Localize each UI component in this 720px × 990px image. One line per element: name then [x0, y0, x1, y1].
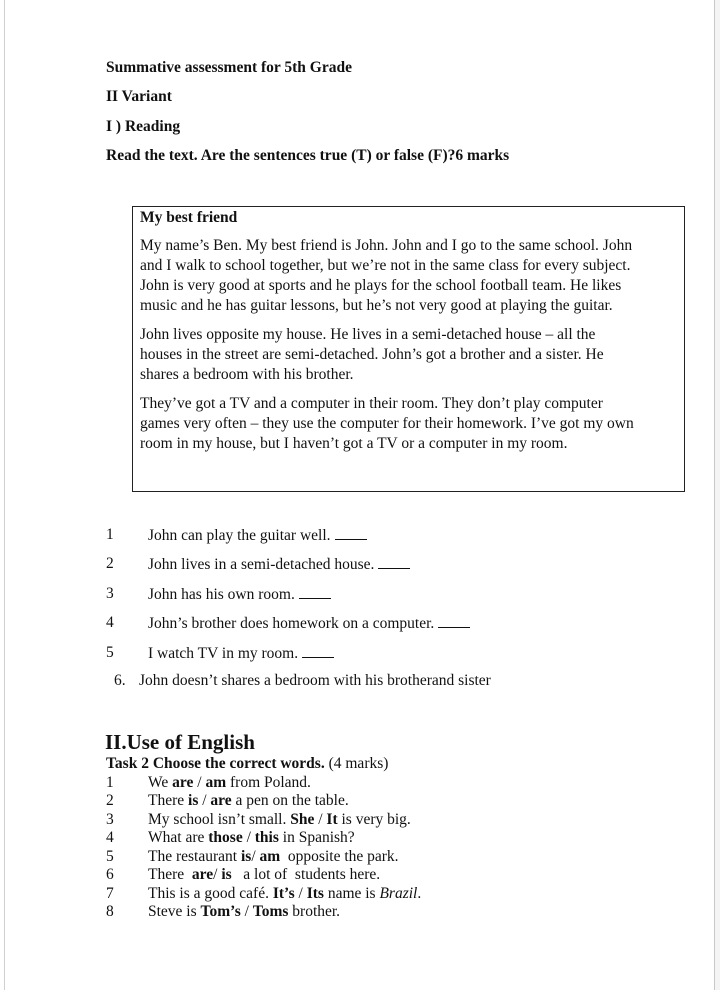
reading-instruction: Read the text. Are the sentences true (T) or false (F)?6 marks [106, 147, 510, 164]
text-post: brother. [288, 903, 341, 920]
document-title: Summative assessment for 5th Grade [106, 59, 352, 76]
section-use-of-english-heading: II.Use of English [105, 730, 255, 754]
text-line: houses in the street are semi-detached. John’s got a brother and a sister. He [140, 346, 604, 363]
section-reading-heading: I ) Reading [106, 118, 181, 135]
option-1[interactable]: Tom’s [200, 903, 241, 920]
reading-text-title: My best friend [140, 209, 238, 226]
answer-blank[interactable] [335, 525, 367, 540]
answer-blank[interactable] [299, 584, 331, 599]
question-text: John lives in a semi-detached house. [148, 556, 375, 573]
text-post: a pen on the table. [231, 792, 349, 809]
text-post: a lot of students here. [231, 866, 381, 883]
text-post: is very big. [337, 811, 411, 828]
page-gutter [715, 0, 720, 990]
item-number: 1 [106, 774, 114, 791]
reading-text-box [132, 206, 685, 492]
text-post: opposite the park. [280, 848, 399, 865]
text-line: room in my house, but I haven’t got a TV or a computer in my room. [140, 435, 568, 452]
option-2[interactable]: are [210, 792, 232, 809]
item-number: 8 [106, 903, 114, 920]
text-pre: This is a good café. [148, 885, 273, 902]
text-post-end: . [417, 885, 422, 902]
text-pre: What are [148, 829, 209, 846]
option-separator: / [294, 885, 307, 902]
item-text [148, 866, 380, 884]
reading-paragraph-3 [140, 394, 684, 454]
question-number: 3 [106, 585, 114, 602]
item-text [148, 774, 311, 792]
question-text: John’s brother does homework on a computer. [148, 615, 435, 632]
option-2[interactable]: Its [306, 885, 324, 902]
text-pre: We [148, 774, 173, 791]
question-number: 6. [114, 672, 126, 689]
question-text: John has his own room. [148, 586, 295, 603]
italic-name: Brazil [379, 885, 418, 902]
item-text [148, 903, 340, 921]
question-number: 1 [106, 526, 114, 543]
option-1[interactable]: are [191, 866, 214, 883]
item-number: 7 [106, 885, 114, 902]
reading-paragraph-1 [140, 236, 684, 316]
text-line: games very often – they use the computer for their homework. I’ve got my own [140, 415, 634, 432]
question-number: 5 [106, 644, 114, 661]
text-line: and I walk to school together, but we’re not in the same class for every subject. [140, 257, 631, 274]
text-post: from Poland. [226, 774, 311, 791]
question-body [148, 554, 410, 575]
text-post: name is [323, 885, 380, 902]
answer-blank[interactable] [438, 613, 470, 628]
item-text [148, 829, 355, 847]
option-2[interactable]: this [254, 829, 279, 846]
variant-label: II Variant [106, 88, 172, 105]
text-pre: Steve is [148, 903, 201, 920]
option-separator: / [193, 774, 206, 791]
item-text [148, 848, 399, 866]
text-line: John lives opposite my house. He lives in a semi-detached house – all the [140, 326, 596, 343]
text-pre: There [148, 866, 192, 883]
option-2[interactable]: am [205, 774, 227, 791]
item-number: 6 [106, 866, 114, 883]
question-body [148, 525, 367, 546]
option-2[interactable]: is [221, 866, 232, 883]
item-text [148, 885, 421, 903]
item-text [148, 792, 349, 810]
option-separator: / [242, 829, 255, 846]
text-pre: The restaurant [148, 848, 241, 865]
answer-blank[interactable] [302, 643, 334, 658]
task-marks: (4 marks) [324, 755, 389, 772]
option-2[interactable]: It [326, 811, 338, 828]
item-number: 2 [106, 792, 114, 809]
option-separator: / [198, 792, 211, 809]
text-line: My name’s Ben. My best friend is John. John and I go to the same school. John [140, 237, 633, 254]
item-number: 3 [106, 811, 114, 828]
option-1[interactable]: those [208, 829, 243, 846]
option-separator: / [251, 848, 260, 865]
text-line: John is very good at sports and he plays for the school football team. He likes [140, 277, 622, 294]
option-1[interactable]: is [240, 848, 252, 865]
text-pre: There [148, 792, 189, 809]
task-2-instruction [106, 755, 388, 773]
page-edge-left [4, 0, 5, 990]
task-label: Task 2 Choose the correct words. [106, 755, 325, 772]
text-line: shares a bedroom with his brother. [140, 366, 354, 383]
option-2[interactable]: am [259, 848, 281, 865]
reading-paragraph-2 [140, 325, 684, 385]
option-1[interactable]: is [188, 792, 199, 809]
item-number: 5 [106, 848, 114, 865]
option-1[interactable]: are [172, 774, 194, 791]
text-line: music and he has guitar lessons, but he’s not very good at playing the guitar. [140, 297, 613, 314]
tf-question-6 [114, 672, 491, 690]
item-number: 4 [106, 829, 114, 846]
option-separator: / [314, 811, 327, 828]
question-number: 4 [106, 614, 114, 631]
option-separator: / [213, 866, 222, 883]
text-pre: My school isn’t small. [148, 811, 291, 828]
question-body [148, 613, 470, 634]
question-text: John doesn’t shares a bedroom with his brotherand sister [139, 672, 491, 689]
option-1[interactable]: She [290, 811, 315, 828]
option-separator: / [240, 903, 253, 920]
question-number: 2 [106, 555, 114, 572]
question-body [148, 643, 334, 664]
question-body [148, 584, 331, 605]
answer-blank[interactable] [378, 554, 410, 569]
question-text: I watch TV in my room. [148, 645, 299, 662]
text-post: in Spanish? [278, 829, 355, 846]
text-line: They’ve got a TV and a computer in their room. They don’t play computer [140, 395, 603, 412]
option-1[interactable]: It’s [272, 885, 295, 902]
question-text: John can play the guitar well. [148, 527, 331, 544]
item-text [148, 811, 411, 829]
option-2[interactable]: Toms [252, 903, 289, 920]
